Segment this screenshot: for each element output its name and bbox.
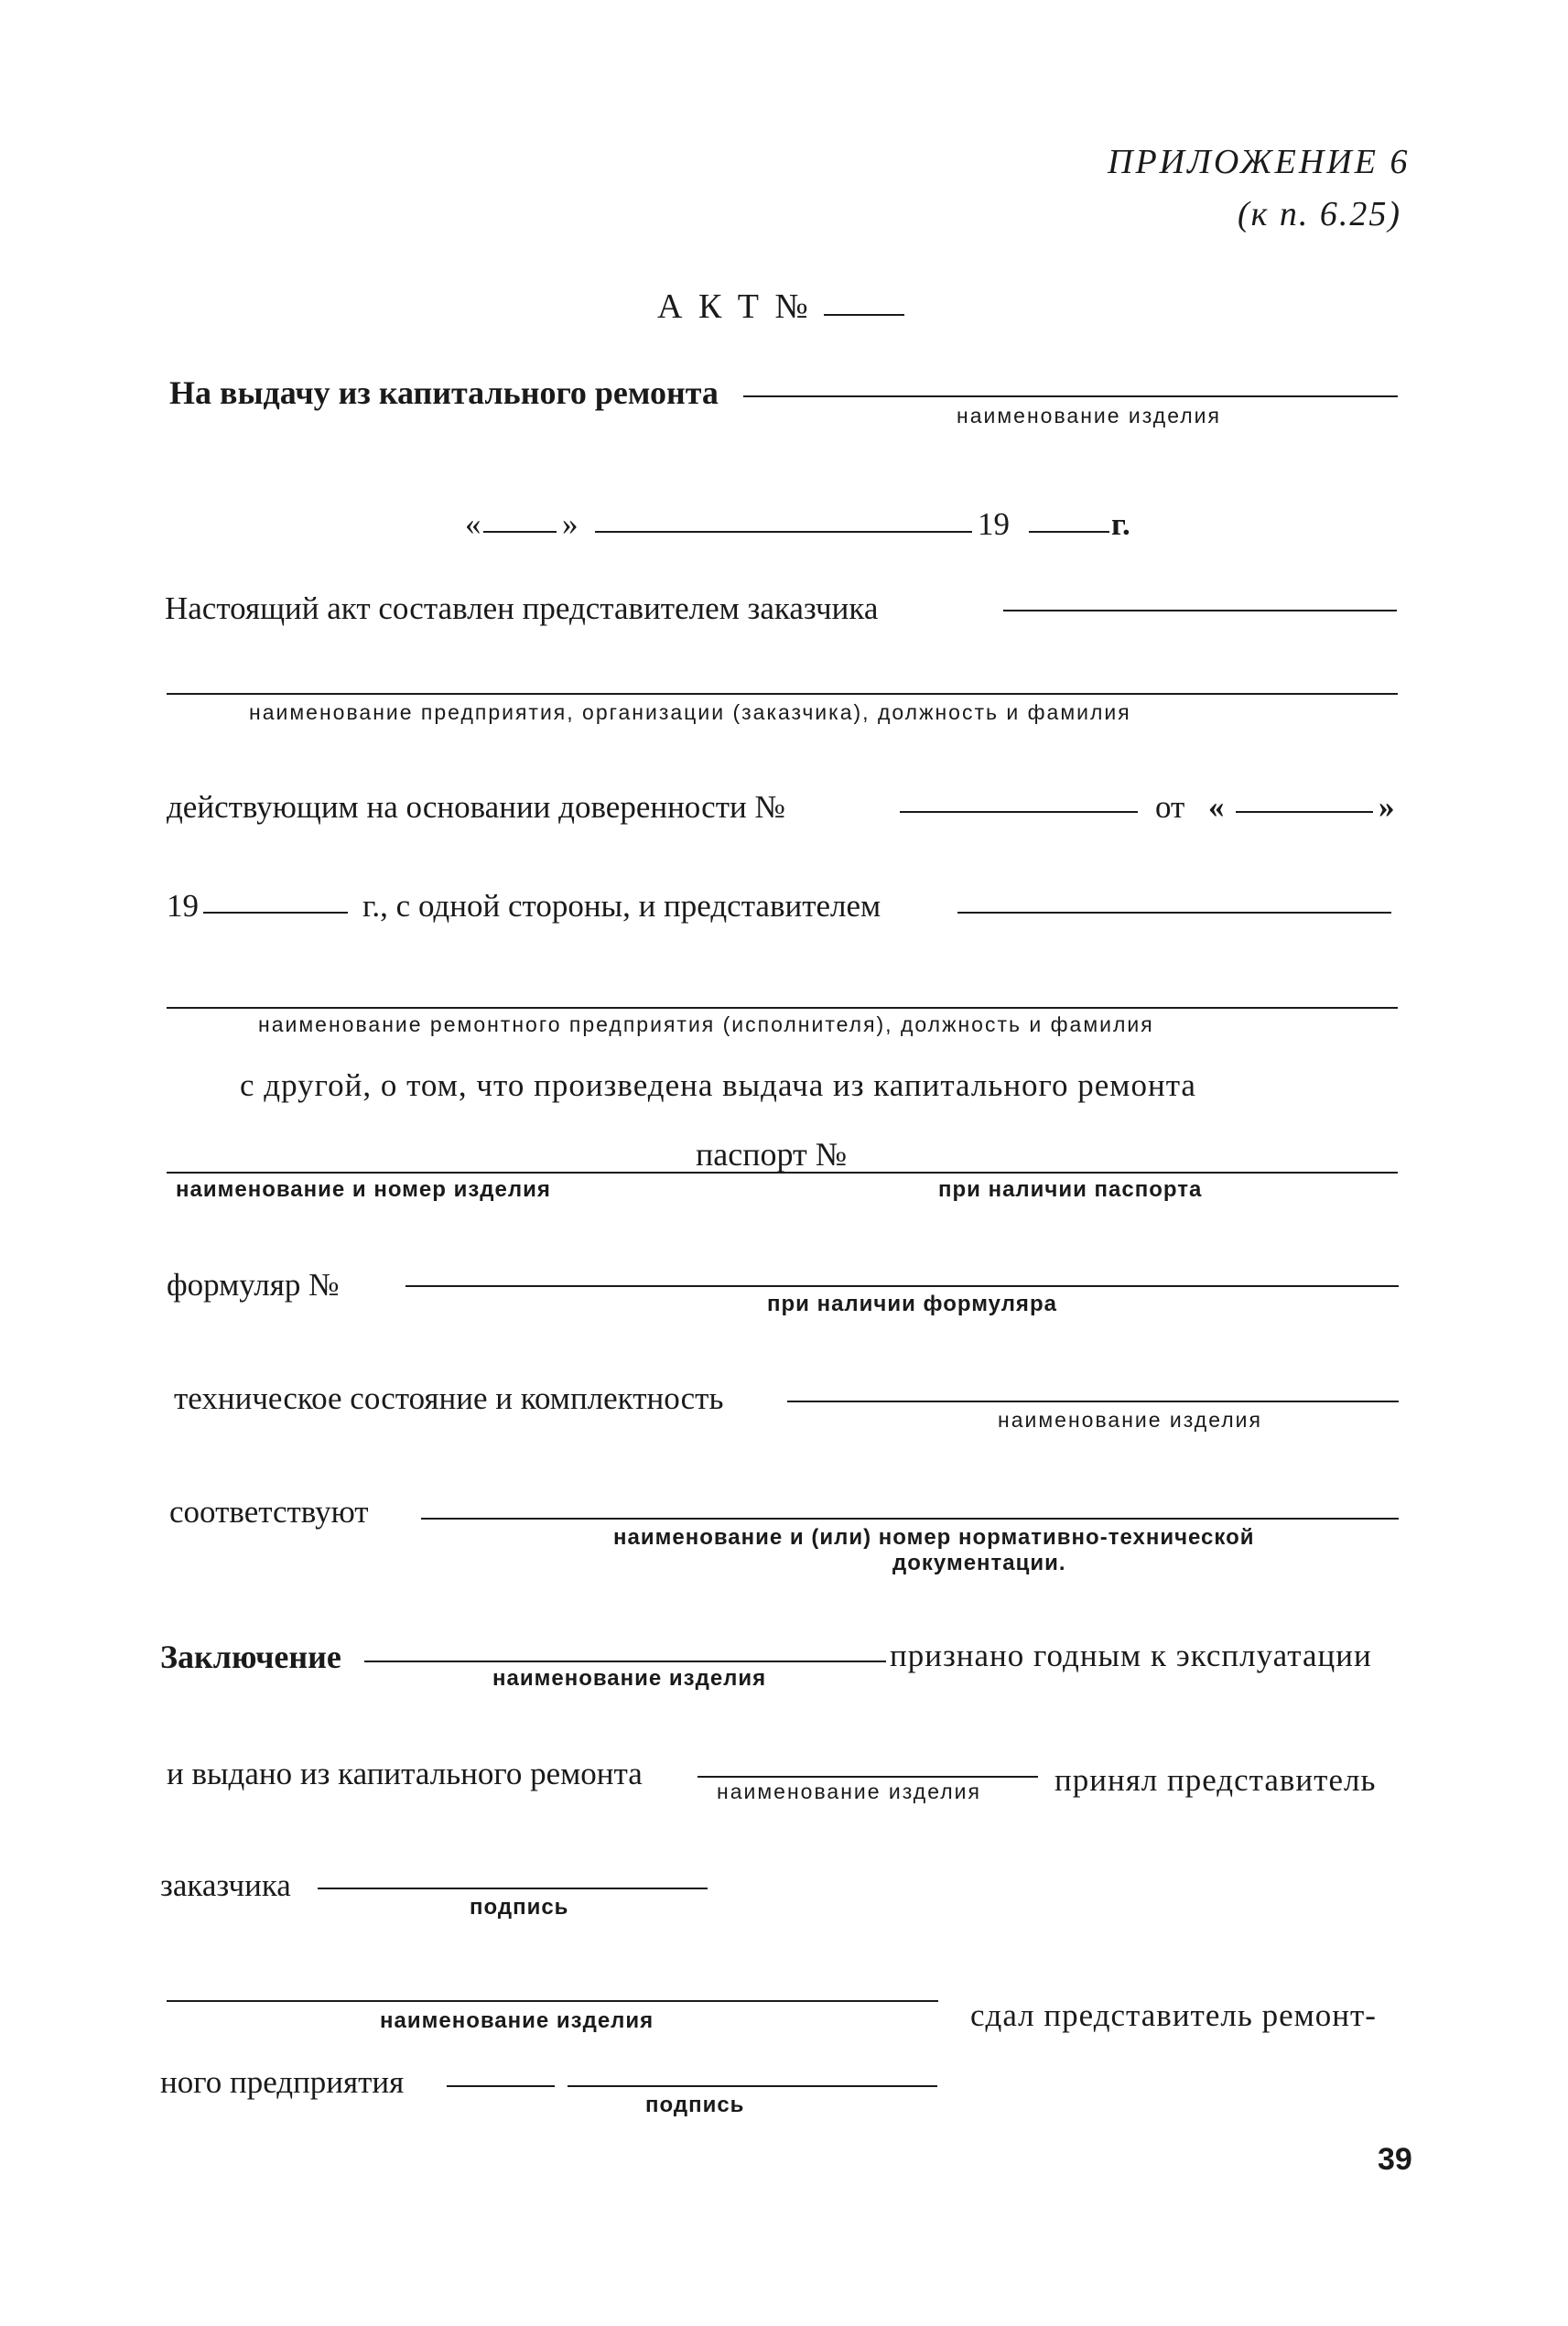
one-side-text: г., с одной стороны, и представителем: [362, 888, 881, 924]
issued-caption: наименование изделия: [717, 1780, 981, 1803]
authority-open-quote: «: [1208, 789, 1225, 825]
date-year-prefix: 19: [978, 506, 1010, 542]
formular-field[interactable]: [406, 1285, 1399, 1287]
authority-text: действующим на основании доверенности №: [167, 789, 785, 825]
issue-text: На выдачу из капитального ремонта: [169, 374, 719, 411]
tech-state-caption: наименование изделия: [998, 1408, 1262, 1432]
repair-sign-text: ного предприятия: [160, 2064, 405, 2100]
conclusion-label: Заключение: [160, 1639, 341, 1675]
date-open-quote: «: [465, 506, 481, 542]
issue-caption: наименование изделия: [957, 404, 1221, 427]
customer-details-field[interactable]: [167, 693, 1398, 695]
customer-name-field[interactable]: [1003, 610, 1397, 611]
one-side-year-field[interactable]: [203, 912, 348, 914]
contractor-details-field[interactable]: [167, 1007, 1398, 1009]
authority-date-field[interactable]: [1236, 811, 1373, 813]
conformity-caption-line1: наименование и (или) номер нормативно-технической: [613, 1525, 1255, 1550]
contractor-name-field[interactable]: [957, 912, 1391, 914]
one-side-year: 19: [167, 888, 199, 924]
authority-close-quote: »: [1379, 789, 1395, 825]
other-side-text: с другой, о том, что произведена выдача из капитального ремонта: [240, 1067, 1196, 1103]
contractor-caption: наименование ремонтного предприятия (исполнителя), должность и фамилия: [258, 1012, 1154, 1036]
tech-state-text: техническое состояние и комплектность: [174, 1380, 724, 1416]
passport-caption-left: наименование и номер изделия: [176, 1177, 551, 1202]
conclusion-result: признано годным к эксплуатации: [890, 1638, 1372, 1673]
passport-label: паспорт №: [696, 1136, 848, 1173]
formular-label: формуляр №: [167, 1267, 340, 1303]
authority-number-field[interactable]: [900, 811, 1138, 813]
handed-product-field[interactable]: [167, 2000, 938, 2002]
date-close-quote: »: [562, 506, 579, 542]
date-year-field[interactable]: [1029, 531, 1109, 533]
issued-accepted: принял представитель: [1054, 1762, 1377, 1798]
handed-text: сдал представитель ремонт-: [970, 1997, 1377, 2033]
customer-sign-caption: подпись: [470, 1895, 569, 1920]
date-day-field[interactable]: [483, 531, 557, 533]
repair-sign-caption: подпись: [645, 2093, 745, 2117]
customer-caption: наименование предприятия, организации (заказчика), должность и фамилия: [249, 700, 1131, 724]
authority-from: от: [1155, 789, 1185, 825]
product-name-field[interactable]: [743, 395, 1398, 397]
repair-signature-field[interactable]: [568, 2085, 937, 2087]
repair-position-field[interactable]: [447, 2085, 555, 2087]
conformity-text: соответствуют: [169, 1494, 369, 1530]
issued-product-field[interactable]: [697, 1776, 1038, 1778]
customer-text: Настоящий акт составлен представителем заказчика: [165, 590, 879, 626]
date-month-field[interactable]: [595, 531, 972, 533]
date-year-suffix: г.: [1111, 506, 1130, 542]
conformity-caption-line2: документации.: [892, 1551, 1066, 1575]
act-number-field[interactable]: [824, 314, 904, 316]
customer-sign-text: заказчика: [160, 1867, 291, 1903]
formular-caption: при наличии формуляра: [767, 1292, 1057, 1316]
conclusion-product-field[interactable]: [364, 1661, 886, 1662]
tech-state-field[interactable]: [787, 1401, 1399, 1402]
passport-field[interactable]: [167, 1172, 1398, 1174]
handed-caption: наименование изделия: [380, 2008, 654, 2033]
conformity-field[interactable]: [421, 1518, 1399, 1520]
page-number: 39: [1378, 2142, 1412, 2177]
appendix-reference: (к п. 6.25): [1238, 195, 1402, 233]
issued-text: и выдано из капитального ремонта: [167, 1756, 643, 1791]
conclusion-caption: наименование изделия: [492, 1666, 767, 1691]
document-title: А К Т №: [657, 287, 812, 326]
appendix-label: ПРИЛОЖЕНИЕ 6: [1108, 143, 1411, 181]
customer-signature-field[interactable]: [318, 1888, 708, 1889]
passport-caption-right: при наличии паспорта: [938, 1177, 1203, 1202]
